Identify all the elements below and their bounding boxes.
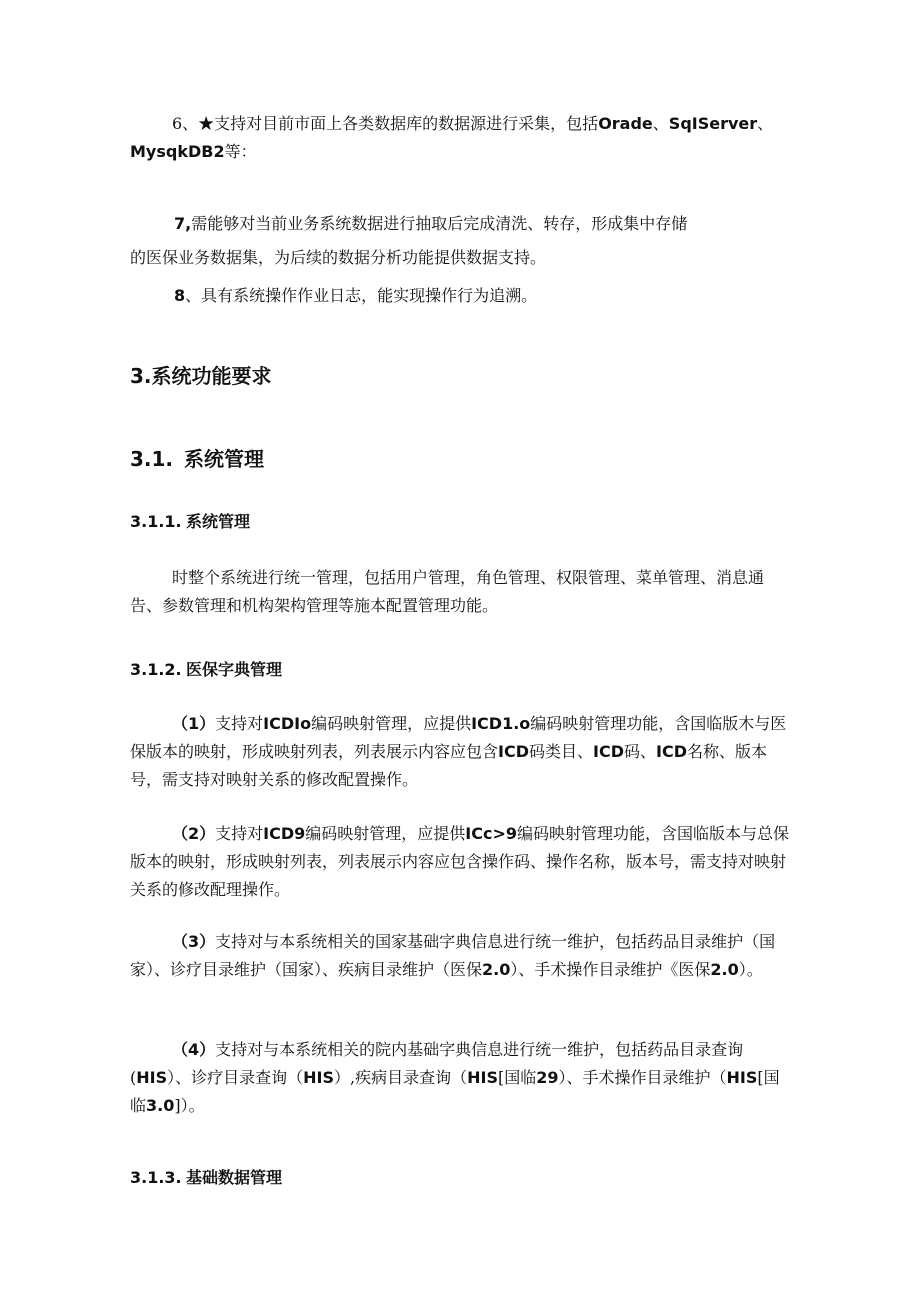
- dict-para-1-t4: 码类目、: [529, 742, 594, 761]
- dict-para-4-t2: ）、诊疗目录查询（: [167, 1068, 304, 1087]
- item-8-number: 8: [174, 286, 186, 305]
- dict-para-1-b3: ICD: [498, 742, 529, 761]
- item-8-text: 、具有系统操作作业日志，能实现操作行为追溯。: [185, 286, 538, 305]
- item-6-suffix: 等：: [224, 142, 257, 161]
- item-7-line-2: 的医保业务数据集，为后续的数据分析功能提供数据支持。: [130, 248, 547, 267]
- item-6-sep-2: 、: [757, 114, 774, 133]
- item-8-line: [174, 282, 537, 310]
- dict-para-4-number: （4）: [172, 1040, 216, 1059]
- item-6-sep-1: 、: [652, 114, 669, 133]
- dict-para-1-b1: ICDIo: [263, 714, 312, 733]
- item-6-db-sqlserver: SqIServer: [668, 114, 758, 133]
- section-3-1-number: 3.1.: [130, 447, 174, 471]
- item-7-line-1: [174, 210, 687, 238]
- item-6-db-mysql-db2: MysqkDB2: [130, 142, 225, 161]
- dict-para-2-b1: ICD9: [263, 824, 306, 843]
- dict-para-4-t4: [国临: [497, 1068, 537, 1087]
- section-3-1-2-title: 医保字典管理: [186, 660, 283, 679]
- dict-para-1-t1: 支持对: [215, 714, 264, 733]
- dict-para-4-t6: [国临: [130, 1068, 780, 1115]
- dict-para-4-b3: HIS: [467, 1068, 498, 1087]
- section-3-1-1-body: 时整个系统进行统一管理，包括用户管理，角色管理、权限管理、菜单管理、消息通告、参数管理和机构架构管理等施本配置管理功能。: [130, 568, 765, 615]
- section-3-1-1-title: 系统管理: [186, 512, 251, 531]
- dict-para-3-t3: ）。: [738, 960, 763, 979]
- item-7-number: 7,: [174, 214, 192, 233]
- dict-para-2-number: （2）: [172, 824, 216, 843]
- section-3-1-heading: [130, 445, 264, 473]
- dict-para-1-t6: 名称、版本号，需支持对映射关系的修改配置操作。: [130, 742, 768, 789]
- section-3-heading: 3.系统功能要求: [130, 364, 272, 388]
- dict-para-2-t1: 支持对: [215, 824, 264, 843]
- dict-para-4-t7: ]）。: [174, 1096, 205, 1115]
- section-3-1-3-number: 3.1.3.: [130, 1168, 182, 1187]
- dict-para-4-b5: HIS: [726, 1068, 758, 1087]
- section-3-1-3-heading: [130, 1164, 282, 1192]
- dict-para-3-t1: 支持对与本系统相关的国家基础字典信息进行统一维护，包括药品目录维护（国家）、诊疗目录维护（国家）、疾病目录维护（医保: [130, 932, 776, 979]
- dict-para-1-b2: ICD1.o: [471, 714, 531, 733]
- dict-para-1-t5: 码、: [624, 742, 657, 761]
- section-3-1-1-number: 3.1.1.: [130, 512, 182, 531]
- dict-para-3-b1: 2.0: [482, 960, 511, 979]
- dict-para-4-t3: ）,疾病目录查询（: [334, 1068, 468, 1087]
- item-6-db-oracle: Orade: [598, 114, 653, 133]
- dict-para-4-t5: ）、手术操作目录维护（: [558, 1068, 727, 1087]
- dict-para-2-t3: 编码映射管理功能，含国临版本与总保版本的映射，形成映射列表，列表展示内容应包含操作码、操作名称，版本号，需支持对映射关系的修改配理操作。: [130, 824, 790, 899]
- section-3-1-title: 系统管理: [184, 447, 264, 471]
- dict-para-4-b2: HIS: [303, 1068, 335, 1087]
- dict-para-1-b5: ICD: [656, 742, 687, 761]
- dict-para-1-t2: 编码映射管理，应提供: [311, 714, 472, 733]
- dict-para-1-number: （1）: [172, 714, 216, 733]
- item-7-text-1: 需能够对当前业务系统数据进行抽取后完成清洗、转存，形成集中存储: [191, 214, 688, 233]
- section-3-1-1-heading: [130, 508, 250, 536]
- section-3-1-2-number: 3.1.2.: [130, 660, 182, 679]
- section-3-1-2-heading: [130, 656, 282, 684]
- dict-para-2-t2: 编码映射管理，应提供: [305, 824, 466, 843]
- item-6-text: 6、★支持对目前市面上各类数据库的数据源进行采集，包括: [172, 114, 599, 133]
- dict-para-3-number: （3）: [172, 932, 216, 951]
- dict-para-1-t3: 编码映射管理功能，含国临版木与医保版本的映射，形成映射列表，列表展示内容应包含: [130, 714, 787, 761]
- dict-para-4-b1: HIS: [136, 1068, 168, 1087]
- dict-para-2: [130, 820, 792, 904]
- dict-para-2-b2: ICc>9: [465, 824, 517, 843]
- dict-para-4-t1: 支持对与本系统相关的院内基础字典信息进行统一维护，包括药品目录查询(: [130, 1040, 744, 1087]
- item-6-paragraph: [130, 110, 792, 166]
- dict-para-3: [130, 928, 792, 984]
- dict-para-4: [130, 1036, 792, 1120]
- dict-para-1-b4: ICD: [593, 742, 624, 761]
- dict-para-1: [130, 710, 792, 794]
- section-3-1-3-title: 基础数据管理: [186, 1168, 283, 1187]
- dict-para-4-b6: 3.0: [146, 1096, 175, 1115]
- dict-para-3-t2: ）、手术操作目录维护《医保: [510, 960, 711, 979]
- dict-para-4-b4: 29: [536, 1068, 559, 1087]
- dict-para-3-b2: 2.0: [710, 960, 739, 979]
